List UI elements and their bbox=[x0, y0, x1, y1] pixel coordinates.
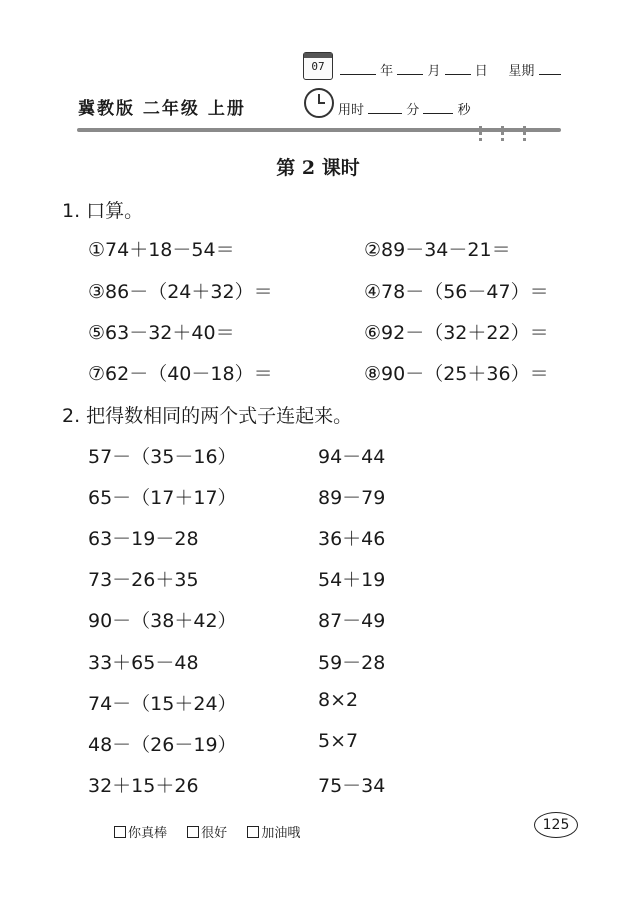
q1-item: ⑤63－32＋40＝ bbox=[88, 322, 235, 344]
page-number: 125 bbox=[534, 812, 578, 838]
q2-right-expression: 75－34 bbox=[318, 775, 386, 797]
calendar-icon: 07 bbox=[303, 52, 333, 80]
q2-right-expression: 87－49 bbox=[318, 610, 386, 632]
q1-item: ①74＋18－54＝ bbox=[88, 239, 235, 261]
q2-right-expression: 54＋19 bbox=[318, 569, 386, 591]
q2-right-expression: 94－44 bbox=[318, 446, 386, 468]
q1-item: ④78－（56－47）＝ bbox=[364, 281, 549, 303]
q1-item: ②89－34－21＝ bbox=[364, 239, 511, 261]
q2-left-expression: 65－（17＋17） bbox=[88, 487, 237, 509]
q2-left-expression: 74－（15＋24） bbox=[88, 693, 237, 715]
checkbox-icon[interactable] bbox=[114, 826, 126, 838]
checkbox-icon[interactable] bbox=[187, 826, 199, 838]
q1-heading: 1. 口算。 bbox=[62, 200, 144, 222]
checkbox-icon[interactable] bbox=[247, 826, 259, 838]
q2-left-expression: 33＋65－48 bbox=[88, 652, 199, 674]
q2-left-expression: 57－（35－16） bbox=[88, 446, 237, 468]
time-fill-line: 用时 分 秒 bbox=[338, 103, 471, 118]
q2-right-expression: 59－28 bbox=[318, 652, 386, 674]
self-rating bbox=[114, 822, 316, 841]
q2-right-expression: 36＋46 bbox=[318, 528, 386, 550]
rating-option[interactable]: 很好 bbox=[187, 826, 227, 841]
q1-item: ⑦62－（40－18）＝ bbox=[88, 363, 273, 385]
q2-left-expression: 90－（38＋42） bbox=[88, 610, 237, 632]
q1-item: ⑧90－（25＋36）＝ bbox=[364, 363, 549, 385]
clock-icon bbox=[304, 88, 334, 118]
rating-option[interactable]: 加油哦 bbox=[247, 826, 300, 841]
decorative-dots bbox=[479, 126, 545, 148]
q1-item: ⑥92－（32＋22）＝ bbox=[364, 322, 549, 344]
q2-right-expression: 8×2 bbox=[318, 689, 359, 711]
lesson-title: 第 2 课时 bbox=[276, 157, 360, 179]
date-fill-line: 年 月 日 星期 bbox=[340, 60, 561, 79]
q2-left-expression: 63－19－28 bbox=[88, 528, 199, 550]
q2-right-expression: 5×7 bbox=[318, 730, 359, 752]
q2-left-expression: 32＋15＋26 bbox=[88, 775, 199, 797]
q2-left-expression: 48－（26－19） bbox=[88, 734, 237, 756]
q2-heading: 2. 把得数相同的两个式子连起来。 bbox=[62, 405, 353, 427]
q2-left-expression: 73－26＋35 bbox=[88, 569, 199, 591]
q2-right-expression: 89－79 bbox=[318, 487, 386, 509]
q1-item: ③86－（24＋32）＝ bbox=[88, 281, 273, 303]
rating-option[interactable]: 你真棒 bbox=[114, 826, 167, 841]
publisher-label: 冀教版 二年级 上册 bbox=[78, 99, 246, 119]
